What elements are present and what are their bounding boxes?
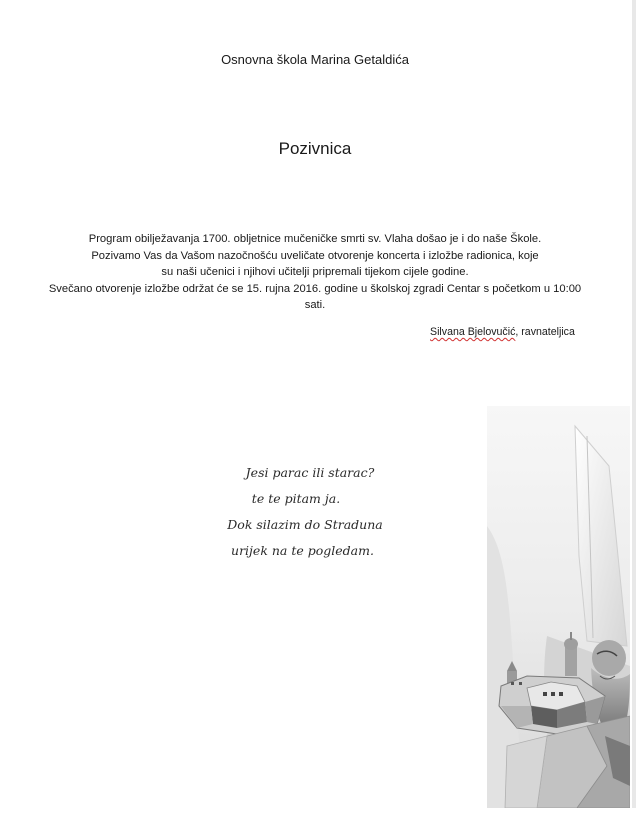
saint-blaise-illustration-icon [487,406,630,808]
body-line: su naši učenici i njihovi učitelji pripremali tijekom cijele godine. [161,266,469,279]
body-line: Pozivamo Vas da Vašom nazočnošću uveličate otvorenje koncerta i izložbe radionica, koje [91,249,539,262]
signature-role: , ravnateljica [515,326,575,338]
poem-line: Dok silazim do Straduna [227,517,383,532]
body-line: sati. [304,299,326,312]
body-line: Program obilježavanja 1700. obljetnice mučeničke smrti sv. Vlaha došao je i do naše Škole. [88,233,542,245]
poem-line: te te pitam ja. [251,491,341,506]
signature [430,326,575,338]
poem [200,460,430,564]
school-name: Osnovna škola Marina Getaldića [221,52,409,67]
invitation-text [30,231,600,314]
signature-name: Silvana Bjelovučić [430,326,516,338]
body-line: Svečano otvorenje izložbe održat će se 15. rujna 2016. godine u školskoj zgradi Centar s početkom u 10:00 [48,282,582,295]
page-title: Pozivnica [278,139,352,158]
poem-line: Jesi parac ili starac? [245,465,375,480]
page-edge [632,0,636,808]
poem-line: urijek na te pogledam. [231,543,374,558]
